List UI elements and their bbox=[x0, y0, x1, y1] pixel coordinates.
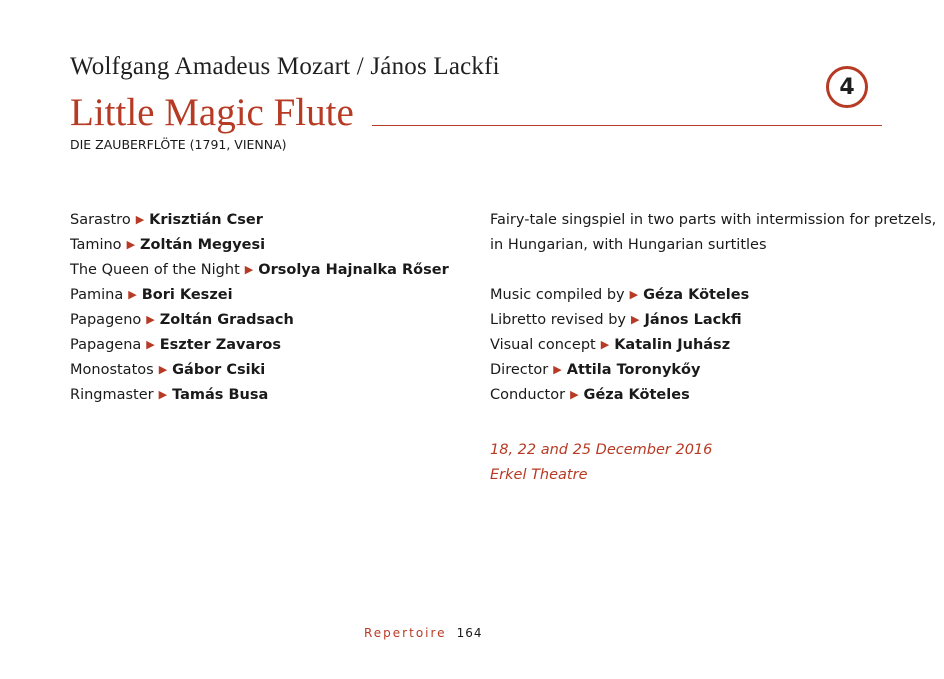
performer-name: Eszter Zavaros bbox=[159, 337, 281, 353]
role-label: Monostatos bbox=[70, 362, 154, 378]
cast-item bbox=[70, 233, 450, 258]
credit-role: Director bbox=[490, 362, 549, 378]
spacer bbox=[490, 258, 910, 283]
triangle-bullet-icon: ▶ bbox=[126, 238, 136, 251]
triangle-bullet-icon: ▶ bbox=[158, 388, 168, 401]
triangle-bullet-icon: ▶ bbox=[135, 213, 145, 226]
cast-item bbox=[70, 258, 450, 283]
production-info bbox=[490, 208, 937, 488]
triangle-bullet-icon: ▶ bbox=[630, 313, 640, 326]
credit-item bbox=[490, 358, 910, 383]
credit-name: Katalin Juhász bbox=[614, 337, 731, 353]
credit-item bbox=[490, 308, 910, 333]
cast-item bbox=[70, 308, 450, 333]
role-label: Pamina bbox=[70, 287, 124, 303]
title-row bbox=[70, 90, 882, 134]
credit-role: Conductor bbox=[490, 387, 566, 403]
role-label: Tamino bbox=[70, 237, 122, 253]
performer-name: Gábor Csiki bbox=[172, 362, 266, 378]
chapter-badge: 4 bbox=[826, 66, 868, 108]
credit-item bbox=[490, 383, 910, 408]
triangle-bullet-icon: ▶ bbox=[146, 338, 155, 351]
credit-name: Géza Köteles bbox=[643, 287, 750, 303]
credit-name: Géza Köteles bbox=[583, 387, 690, 403]
triangle-bullet-icon: ▶ bbox=[128, 288, 137, 301]
triangle-bullet-icon: ▶ bbox=[244, 263, 254, 276]
description-line: Fairy-tale singspiel in two parts with intermission for pretzels, bbox=[490, 212, 937, 228]
credit-item bbox=[490, 283, 910, 308]
credit-item bbox=[490, 333, 910, 358]
performance-dates: 18, 22 and 25 December 2016 bbox=[490, 442, 713, 458]
composer-line: Wolfgang Amadeus Mozart / János Lackfi bbox=[70, 53, 500, 80]
triangle-bullet-icon: ▶ bbox=[600, 338, 610, 351]
triangle-bullet-icon: ▶ bbox=[629, 288, 639, 301]
performer-name: Zoltán Megyesi bbox=[140, 237, 266, 253]
performer-name: Zoltán Gradsach bbox=[159, 312, 294, 328]
triangle-bullet-icon: ▶ bbox=[570, 388, 579, 401]
role-label: The Queen of the Night bbox=[70, 262, 240, 278]
title-rule bbox=[372, 125, 882, 126]
subtitle: DIE ZAUBERFLÖTE (1791, VIENNA) bbox=[70, 137, 287, 152]
performer-name: Tamás Busa bbox=[172, 387, 269, 403]
cast-item bbox=[70, 208, 450, 233]
triangle-bullet-icon: ▶ bbox=[553, 363, 562, 376]
performer-name: Krisztián Cser bbox=[149, 212, 263, 228]
credit-role: Music compiled by bbox=[490, 287, 625, 303]
triangle-bullet-icon: ▶ bbox=[146, 313, 155, 326]
page-number: 164 bbox=[456, 626, 483, 640]
cast-item bbox=[70, 333, 450, 358]
cast-item bbox=[70, 283, 450, 308]
cast-item bbox=[70, 358, 450, 383]
section-label: Repertoire bbox=[364, 626, 447, 640]
credit-role: Visual concept bbox=[490, 337, 596, 353]
cast-list bbox=[70, 208, 450, 408]
credit-role: Libretto revised by bbox=[490, 312, 626, 328]
spacer bbox=[490, 408, 910, 438]
page-footer bbox=[364, 626, 482, 640]
performance-venue: Erkel Theatre bbox=[490, 467, 588, 483]
performer-name: Bori Keszei bbox=[141, 287, 233, 303]
role-label: Sarastro bbox=[70, 212, 131, 228]
triangle-bullet-icon: ▶ bbox=[158, 363, 168, 376]
credit-name: Attila Toronykőy bbox=[566, 362, 701, 378]
credit-name: János Lackfi bbox=[644, 312, 742, 328]
description-line: in Hungarian, with Hungarian surtitles bbox=[490, 237, 767, 253]
cast-item bbox=[70, 383, 450, 408]
role-label: Ringmaster bbox=[70, 387, 154, 403]
page-title: Little Magic Flute bbox=[70, 91, 354, 134]
performer-name: Orsolya Hajnalka Rőser bbox=[258, 262, 449, 278]
role-label: Papagena bbox=[70, 337, 142, 353]
role-label: Papageno bbox=[70, 312, 142, 328]
